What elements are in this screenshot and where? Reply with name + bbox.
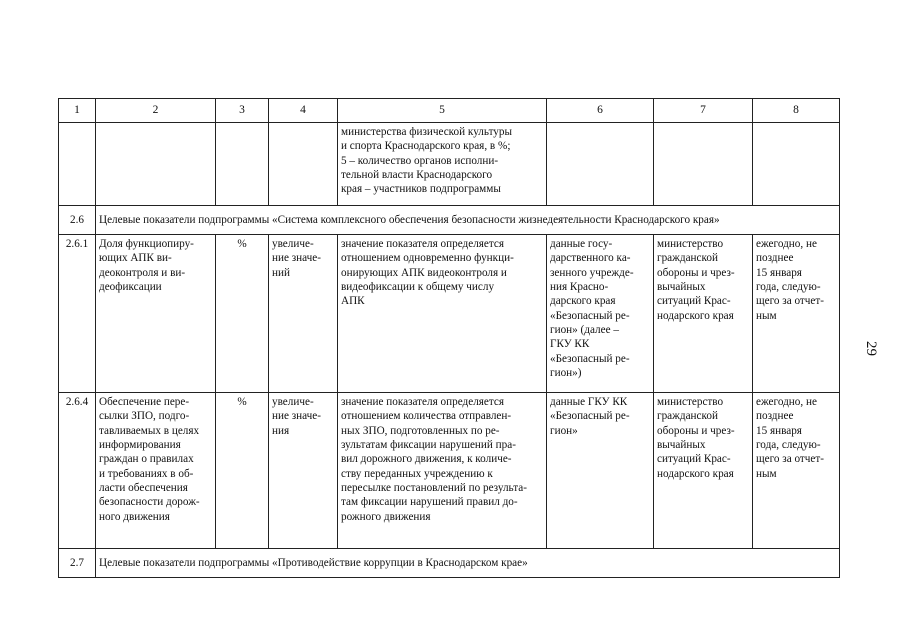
- header-cell: 4: [269, 99, 338, 123]
- indicator-name: Доля функциопиру- ющих АПК ви- деоконтроля и ви- деофиксации: [96, 235, 216, 393]
- header-cell: 5: [338, 99, 547, 123]
- header-cell: 3: [216, 99, 269, 123]
- table-cell: [96, 123, 216, 206]
- calculation-method: значение показателя определяется отношением одновременно функци- онирующих АПК видеоконтроля и видеофиксации к общему числу АПК: [338, 235, 547, 393]
- section-row-2-6: [59, 206, 840, 235]
- header-cell: 2: [96, 99, 216, 123]
- table-cell: [654, 123, 753, 206]
- trend: увеличе- ние значе- ний: [269, 235, 338, 393]
- responsible-body: министерство гражданской обороны и чрез- вычайных ситуаций Крас- нодарского края: [654, 393, 753, 549]
- header-row: [59, 99, 840, 123]
- table-cell: [216, 123, 269, 206]
- reporting-deadline: ежегодно, не позднее 15 января года, следую- щего за отчет- ным: [753, 393, 840, 549]
- unit: %: [216, 235, 269, 393]
- row-number: 2.6.1: [59, 235, 96, 393]
- header-cell: 6: [547, 99, 654, 123]
- data-source: данные госу- дарственного ка- зенного учрежде- ния Красно- дарского края «Безопасный ре- гион» (далее – ГКУ КК «Безопасный ре- гион»): [547, 235, 654, 393]
- section-number: 2.6: [59, 206, 96, 235]
- continuation-calc-text: министерства физической культуры и спорта Краснодарского края, в %; 5 – количество органов исполни- тельной власти Краснодарского края – участников подпрограммы: [338, 123, 547, 206]
- reporting-deadline: ежегодно, не позднее 15 января года, следую- щего за отчет- ным: [753, 235, 840, 393]
- section-row-2-7: [59, 549, 840, 578]
- trend: увеличе- ние значе- ния: [269, 393, 338, 549]
- responsible-body: министерство гражданской обороны и чрез- вычайных ситуаций Крас- нодарского края: [654, 235, 753, 393]
- section-title: Целевые показатели подпрограммы «Система комплексного обеспечения безопасности жизнедеятельности Краснодарского края»: [96, 206, 840, 235]
- section-number: 2.7: [59, 549, 96, 578]
- header-cell: 8: [753, 99, 840, 123]
- row-number: 2.6.4: [59, 393, 96, 549]
- indicators-table: [58, 98, 840, 578]
- header-cell: 7: [654, 99, 753, 123]
- table-cell: [547, 123, 654, 206]
- unit: %: [216, 393, 269, 549]
- table-cell: [753, 123, 840, 206]
- header-cell: 1: [59, 99, 96, 123]
- table-cell: [59, 123, 96, 206]
- continuation-row: [59, 123, 840, 206]
- table-row-2-6-1: [59, 235, 840, 393]
- indicator-name: Обеспечение пере- сылки ЗПО, подго- тавливаемых в целях информирования граждан о правилах и требованиях в об- ласти обеспечения безопасности дорож- ного движения: [96, 393, 216, 549]
- calculation-method: значение показателя определяется отношением количества отправлен- ных ЗПО, подготовленных по ре- зультатам фиксации нарушений пра- вил дорожного движения, к количе- ству переданных учреждению к пересылке постановлений по результа- там фиксации нарушений правил до- рожного движения: [338, 393, 547, 549]
- section-title: Целевые показатели подпрограммы «Противодействие коррупции в Краснодарском крае»: [96, 549, 840, 578]
- table-row-2-6-4: [59, 393, 840, 549]
- table-cell: [269, 123, 338, 206]
- data-source: данные ГКУ КК «Безопасный ре- гион»: [547, 393, 654, 549]
- page-number: 29: [863, 341, 879, 356]
